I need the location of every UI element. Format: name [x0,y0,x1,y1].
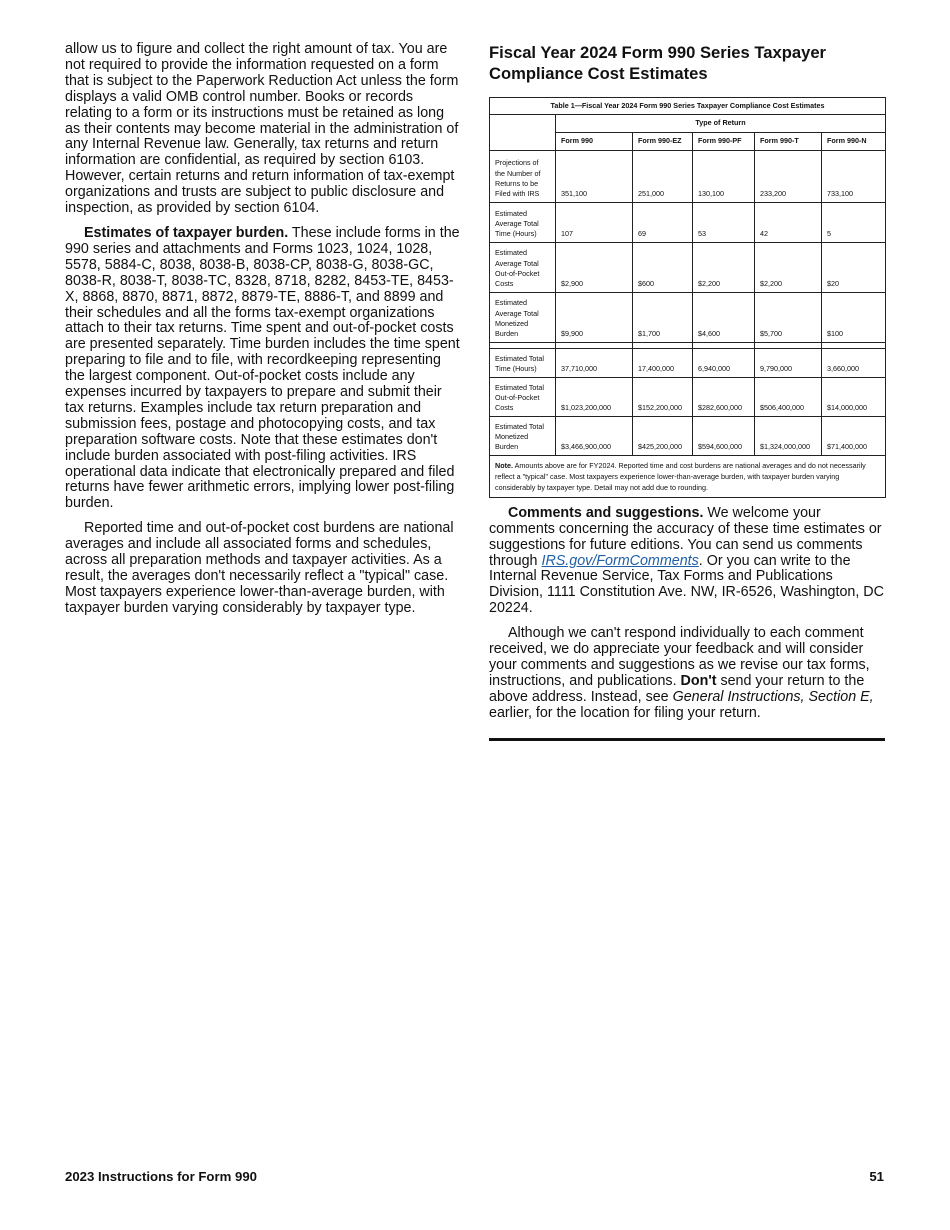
table-cell: 233,200 [755,150,822,202]
table-note [490,455,886,497]
table-cell: 130,100 [693,150,755,202]
comments-body-2: . Or you can write to the Internal Revenue Service, Tax Forms and Publications Division, 1111 Constitution Ave. NW, IR-6526, Washington, DC 20224. [489,552,884,617]
section-heading: Fiscal Year 2024 Form 990 Series Taxpayer Compliance Cost Estimates [489,43,827,83]
row-label: Estimated Total Time (Hours) [490,348,556,377]
burden-estimates-paragraph [65,226,462,512]
table-cell: $282,600,000 [693,377,755,416]
table-cell: 107 [556,202,633,242]
table-cell: $1,700 [633,292,693,342]
comments-body-1: We welcome your comments concerning the accuracy of these time estimates or suggestions for future editions. You can send us comments through [489,504,882,569]
table-caption: Table 1—Fiscal Year 2024 Form 990 Series Taxpayer Compliance Cost Estimates [490,98,886,115]
table-row [490,348,886,377]
section-end-rule [489,738,885,741]
left-column [65,42,462,626]
right-column [489,42,885,741]
table-corner-cell [490,115,556,150]
burden-estimates-title: Estimates of taxpayer burden. [84,224,289,241]
table-row [490,416,886,455]
row-label: Estimated Average Total Time (Hours) [490,202,556,242]
table-cell: $9,900 [556,292,633,342]
table-cell: 733,100 [822,150,886,202]
table-cell: 351,100 [556,150,633,202]
column-header: Form 990-EZ [633,132,693,150]
table-cell: 37,710,000 [556,348,633,377]
table-cell: 17,400,000 [633,348,693,377]
table-cell: $425,200,000 [633,416,693,455]
row-label: Estimated Total Monetized Burden [490,416,556,455]
page-number: 51 [869,1169,884,1184]
table-row [490,242,886,292]
table-row [490,150,886,202]
table-cell: $2,900 [556,242,633,292]
table-row [490,377,886,416]
table-note-label: Note. [495,460,513,470]
table-row [490,202,886,242]
table-cell: $1,324,000,000 [755,416,822,455]
table-cell: $20 [822,242,886,292]
table-cell: $594,600,000 [693,416,755,455]
feedback-text-a: Although we can't respond individually to each comment received, we do appreciate your feedback and will consider your comments and suggestions as we revise our tax forms, instructions, and publications. [489,625,870,689]
column-header: Form 990-PF [693,132,755,150]
table-cell: $5,700 [755,292,822,342]
type-of-return-header: Type of Return [556,115,886,132]
row-label: Estimated Total Out-of-Pocket Costs [490,377,556,416]
form-comments-link[interactable]: IRS.gov/FormComments [541,552,699,569]
feedback-bold: Don't [680,672,717,689]
compliance-cost-table [489,97,886,498]
feedback-italic: General Instructions, Section E, [672,688,874,705]
footer-title: 2023 Instructions for Form 990 [65,1169,258,1184]
table-cell: $4,600 [693,292,755,342]
feedback-paragraph [489,626,885,721]
feedback-text-c: earlier, for the location for filing your return. [489,704,761,721]
table-cell: 3,660,000 [822,348,886,377]
column-header: Form 990 [556,132,633,150]
row-label: Estimated Average Total Monetized Burden [490,292,556,342]
table-cell: $506,400,000 [755,377,822,416]
table-row [490,292,886,342]
row-label: Projections of the Number of Returns to be Filed with IRS [490,150,556,202]
table-cell: $71,400,000 [822,416,886,455]
table-cell: $1,023,200,000 [556,377,633,416]
table-cell: $14,000,000 [822,377,886,416]
table-cell: $2,200 [755,242,822,292]
table-cell: 5 [822,202,886,242]
table-cell: $2,200 [693,242,755,292]
table-note-text: Amounts above are for FY2024. Reported time and cost burdens are national averages and do not necessarily reflect a "typical" case. Most taxpayers experience lower-than-average burden, with taxpayer burden varying considerably by taxpayer type. Detail may not add due to rounding. [495,460,866,492]
comments-paragraph [489,506,885,617]
table-cell: $3,466,900,000 [556,416,633,455]
table-cell: 251,000 [633,150,693,202]
column-header: Form 990-T [755,132,822,150]
paperwork-paragraph: allow us to figure and collect the right amount of tax. You are not required to provide the information requested on a form that is subject to the Paperwork Reduction Act unless the form displays a valid OMB control number. Books or records relating to a form or its instructions must be retained as long as their contents may become material in the administration of any Internal Revenue law. Generally, tax returns and return information are confidential, as required by section 6103. However, certain returns and return information of tax-exempt organizations and trusts are subject to public disclosure and inspection, as provided by section 6104. [65,41,459,217]
table-cell: 6,940,000 [693,348,755,377]
table-cell: 9,790,000 [755,348,822,377]
comments-title: Comments and suggestions. [508,504,704,521]
reported-burden-paragraph: Reported time and out-of-pocket cost burdens are national averages and include all associated forms and schedules, across all preparation methods and taxpayer activities. As a result, the averages don't necessarily reflect a "typical" case. Most taxpayers experience lower-than-average burden, with taxpayer burden varying considerably by taxpayer type. [65,520,454,616]
table-cell: 69 [633,202,693,242]
table-cell: $600 [633,242,693,292]
feedback-text-b: send your return to the above address. Instead, see [489,672,865,705]
table-cell: 53 [693,202,755,242]
row-label: Estimated Average Total Out-of-Pocket Costs [490,242,556,292]
burden-estimates-body: These include forms in the 990 series and attachments and Forms 1023, 1024, 1028, 5578, 5884-C, 8038, 8038-B, 8038-CP, 8038-G, 8038-GC, 8038-R, 8038-T, 8038-TC, 8328, 8718, 8282, 8453-TE, 8453-X, 8868, 8870, 8871, 8872, 8879-TE, 8886-T, and 8899 and their schedules and all the forms tax-exempt organizations attach to their tax returns. Time spent and out-of-pocket costs are presented separately. Time burden includes the time spent preparing to file and to file, with recordkeeping representing the largest component. Out-of-pocket costs include any expenses incurred by taxpayers to prepare and submit their tax returns. Examples include tax return preparation and submission fees, postage and photocopying costs, and tax preparation software costs. Note that these estimates don't include burden associated with post-filing activities. IRS operational data indicate that electronically prepared and filed returns have fewer arithmetic errors, implying lower post-filing burden. [65,224,460,512]
column-header: Form 990-N [822,132,886,150]
table-cell: 42 [755,202,822,242]
table-cell: $152,200,000 [633,377,693,416]
table-cell: $100 [822,292,886,342]
